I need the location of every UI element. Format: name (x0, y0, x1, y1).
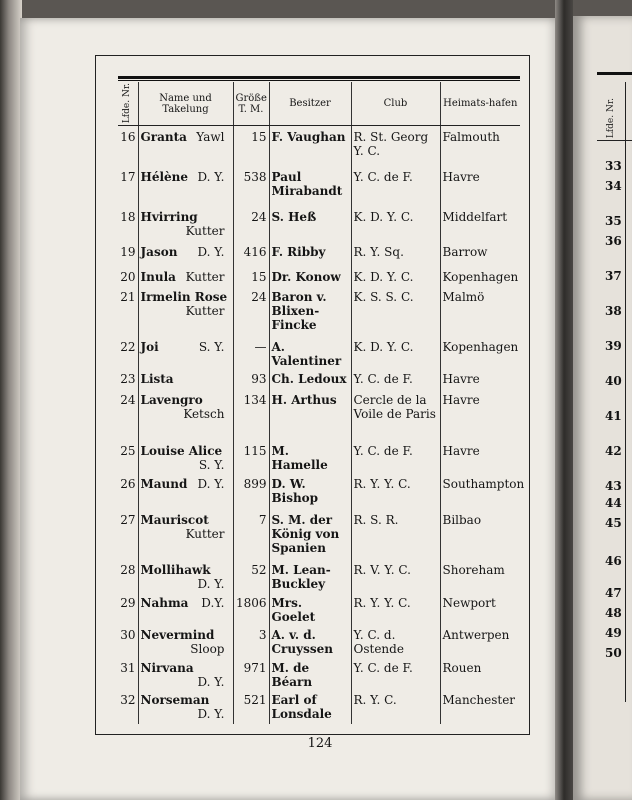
home-port-cell: Newport (440, 592, 520, 624)
yacht-rig: D. Y. (197, 576, 225, 591)
lfd-nr-cell: 29 (120, 595, 136, 610)
size-cell: 24 (233, 206, 269, 241)
size-cell: 115 (233, 440, 269, 473)
page-number: 124 (307, 736, 333, 751)
club-cell: R. Y. Y. C. (351, 473, 440, 509)
lfd-nr-cell: 31 (120, 660, 136, 675)
table-row (118, 368, 520, 389)
home-port-cell: Malmö (440, 286, 520, 336)
name-cell (138, 440, 233, 473)
name-cell (138, 592, 233, 624)
next-page-row-number: 45 (605, 516, 622, 530)
club-cell: R. Y. C. (351, 689, 440, 724)
name-cell (138, 336, 233, 368)
next-page-row-number: 42 (605, 444, 622, 458)
yacht-name: Norseman (140, 692, 210, 707)
next-page-row-number: 38 (605, 304, 622, 318)
next-page-row-number: 43 (605, 479, 622, 493)
right-page-edge (573, 16, 632, 800)
lfd-nr-cell: 21 (120, 289, 136, 304)
yacht-rig: S. Y. (198, 457, 225, 472)
table-row (118, 689, 520, 724)
name-cell (138, 657, 233, 689)
yacht-name: Nahma (140, 595, 189, 610)
table-row (118, 509, 520, 559)
next-page-row-number: 36 (605, 234, 622, 248)
col-header-club: Club (351, 82, 440, 126)
lfd-nr-cell: 20 (120, 269, 136, 284)
table-row (118, 286, 520, 336)
club-cell: Cercle de la Voile de Paris (351, 389, 440, 440)
home-port-cell: Shoreham (440, 559, 520, 592)
next-page-row-number: 49 (605, 626, 622, 640)
yacht-name: Mauriscot (140, 512, 209, 527)
club-cell: K. D. Y. C. (351, 206, 440, 241)
lfd-nr-cell: 27 (120, 512, 136, 527)
club-cell: R. Y. Sq. (351, 241, 440, 266)
table-row (118, 241, 520, 266)
next-page-row-number: 44 (605, 496, 622, 510)
home-port-cell: Havre (440, 440, 520, 473)
yacht-name: Maund (140, 476, 188, 491)
size-cell: 538 (233, 166, 269, 206)
yacht-name: Lavengro (140, 392, 203, 407)
col-header-home-port: Heimats-hafen (440, 82, 520, 126)
next-page-rule (597, 72, 632, 75)
owner-cell: Paul Mirabandt (269, 166, 351, 206)
name-cell (138, 206, 233, 241)
owner-cell: A. Valentiner (269, 336, 351, 368)
name-cell (138, 241, 233, 266)
home-port-cell: Manchester (440, 689, 520, 724)
size-cell: 15 (233, 266, 269, 286)
yacht-register-table (118, 82, 525, 724)
lfd-nr-cell: 28 (120, 562, 136, 577)
name-cell (138, 689, 233, 724)
next-page-row-number: 46 (605, 554, 622, 568)
yacht-name: Inula (140, 269, 176, 284)
size-cell: 15 (233, 126, 269, 166)
lfd-nr-cell: 16 (120, 130, 136, 144)
club-cell: Y. C. d. Ostende (351, 624, 440, 657)
yacht-name: Nirvana (140, 660, 194, 675)
next-page-row-number: 48 (605, 606, 622, 620)
size-cell: 134 (233, 389, 269, 440)
name-cell (138, 389, 233, 440)
size-cell: 7 (233, 509, 269, 559)
yacht-rig: Kutter (185, 223, 225, 238)
size-cell: 24 (233, 286, 269, 336)
size-cell: 899 (233, 473, 269, 509)
col-header-name: Name und Takelung (138, 82, 233, 126)
owner-cell: M. de Béarn (269, 657, 351, 689)
size-cell: 416 (233, 241, 269, 266)
book-binding (0, 0, 22, 800)
yacht-rig: Yawl (196, 130, 225, 144)
yacht-rig: Sloop (190, 641, 225, 656)
size-cell: 93 (233, 368, 269, 389)
yacht-rig: D. Y. (197, 169, 225, 184)
book-gutter (555, 0, 573, 800)
table-row (118, 657, 520, 689)
owner-cell: M. Lean-Buckley (269, 559, 351, 592)
table-row (118, 389, 520, 440)
home-port-cell: Kopenhagen (440, 336, 520, 368)
club-cell: K. S. S. C. (351, 286, 440, 336)
name-cell (138, 368, 233, 389)
home-port-cell: Middelfart (440, 206, 520, 241)
owner-cell: H. Arthus (269, 389, 351, 440)
name-cell (138, 126, 233, 166)
lfd-nr-cell: 23 (120, 371, 136, 386)
owner-cell: D. W. Bishop (269, 473, 351, 509)
yacht-rig: S. Y. (198, 339, 225, 354)
home-port-cell: Kopenhagen (440, 266, 520, 286)
next-page-header-line (597, 140, 632, 141)
owner-cell: S. Heß (269, 206, 351, 241)
club-cell: Y. C. de F. (351, 166, 440, 206)
lfd-nr-cell: 24 (120, 392, 136, 407)
yacht-name: Hvirring (140, 209, 198, 224)
next-page-column-line (625, 82, 626, 702)
lfd-nr-cell: 32 (120, 692, 136, 707)
yacht-name: Louise Alice (140, 443, 223, 458)
club-cell: K. D. Y. C. (351, 266, 440, 286)
home-port-cell: Bilbao (440, 509, 520, 559)
table-row (118, 266, 520, 286)
table-row (118, 206, 520, 241)
header-rule-thick (118, 76, 520, 79)
home-port-cell: Havre (440, 166, 520, 206)
size-cell: 52 (233, 559, 269, 592)
next-page-row-number: 41 (605, 409, 622, 423)
size-cell: 3 (233, 624, 269, 657)
next-page-row-number: 33 (605, 159, 622, 173)
name-cell (138, 286, 233, 336)
yacht-name: Granta (140, 130, 187, 144)
name-cell (138, 266, 233, 286)
owner-cell: Earl of Lonsdale (269, 689, 351, 724)
club-cell: R. Y. Y. C. (351, 592, 440, 624)
home-port-cell: Southampton (440, 473, 520, 509)
home-port-cell: Rouen (440, 657, 520, 689)
col-header-owner: Besitzer (269, 82, 351, 126)
size-cell: — (233, 336, 269, 368)
yacht-rig: D. Y. (197, 674, 225, 689)
name-cell (138, 624, 233, 657)
home-port-cell: Barrow (440, 241, 520, 266)
table-row (118, 592, 520, 624)
size-cell: 521 (233, 689, 269, 724)
lfd-nr-cell: 19 (120, 244, 136, 259)
next-page-row-number: 35 (605, 214, 622, 228)
yacht-rig: Ketsch (183, 406, 225, 421)
owner-cell: Ch. Ledoux (269, 368, 351, 389)
next-page-row-number: 40 (605, 374, 622, 388)
header-rule-thin (118, 80, 520, 81)
table-row (118, 559, 520, 592)
owner-cell: F. Vaughan (269, 126, 351, 166)
lfd-nr-cell: 17 (120, 169, 136, 184)
name-cell (138, 473, 233, 509)
home-port-cell: Falmouth (440, 126, 520, 166)
yacht-name: Mollihawk (140, 562, 211, 577)
yacht-name: Irmelin Rose (140, 289, 228, 304)
club-cell: R. V. Y. C. (351, 559, 440, 592)
next-page-row-number: 37 (605, 269, 622, 283)
size-cell: 971 (233, 657, 269, 689)
lfd-nr-cell: 25 (120, 443, 136, 458)
yacht-name: Joi (140, 339, 159, 354)
lfd-nr-cell: 30 (120, 627, 136, 642)
next-page-row-number: 34 (605, 179, 622, 193)
size-cell: 1806 (233, 592, 269, 624)
owner-cell: F. Ribby (269, 241, 351, 266)
owner-cell: A. v. d. Cruyssen (269, 624, 351, 657)
table-row (118, 473, 520, 509)
club-cell: R. S. R. (351, 509, 440, 559)
club-cell: Y. C. de F. (351, 440, 440, 473)
club-cell: R. St. Georg Y. C. (351, 126, 440, 166)
name-cell (138, 559, 233, 592)
club-cell: Y. C. de F. (351, 657, 440, 689)
yacht-rig: D. Y. (197, 476, 225, 491)
lfd-nr-cell: 22 (120, 339, 136, 354)
next-page-row-number: 39 (605, 339, 622, 353)
yacht-name: Jason (140, 244, 178, 259)
next-page-row-number: 50 (605, 646, 622, 660)
club-cell: K. D. Y. C. (351, 336, 440, 368)
owner-cell: Baron v. Blixen-Fincke (269, 286, 351, 336)
table-row (118, 440, 520, 473)
home-port-cell: Havre (440, 389, 520, 440)
yacht-rig: D. Y. (197, 706, 225, 721)
owner-cell: Dr. Konow (269, 266, 351, 286)
home-port-cell: Antwerpen (440, 624, 520, 657)
yacht-rig: Kutter (185, 303, 225, 318)
name-cell (138, 509, 233, 559)
col-header-lfd-nr: Lfde. Nr. (118, 82, 138, 126)
owner-cell: M. Hamelle (269, 440, 351, 473)
yacht-name: Hélène (140, 169, 189, 184)
lfd-nr-cell: 26 (120, 476, 136, 491)
yacht-rig: Kutter (185, 269, 225, 284)
col-header-size: Größe T. M. (233, 82, 269, 126)
next-page-header: Lfde. Nr. (606, 97, 616, 139)
yacht-name: Lista (140, 371, 174, 386)
club-cell: Y. C. de F. (351, 368, 440, 389)
owner-cell: S. M. der König von Spanien (269, 509, 351, 559)
lfd-nr-cell: 18 (120, 209, 136, 224)
yacht-name: Nevermind (140, 627, 215, 642)
owner-cell: Mrs. Goelet (269, 592, 351, 624)
table-row (118, 126, 520, 166)
table-row (118, 166, 520, 206)
table-row (118, 336, 520, 368)
table-row (118, 624, 520, 657)
yacht-rig: D. Y. (197, 244, 225, 259)
home-port-cell: Havre (440, 368, 520, 389)
next-page-row-number: 47 (605, 586, 622, 600)
table-header-row (118, 82, 520, 126)
yacht-rig: D.Y. (201, 595, 225, 610)
name-cell (138, 166, 233, 206)
yacht-rig: Kutter (185, 526, 225, 541)
